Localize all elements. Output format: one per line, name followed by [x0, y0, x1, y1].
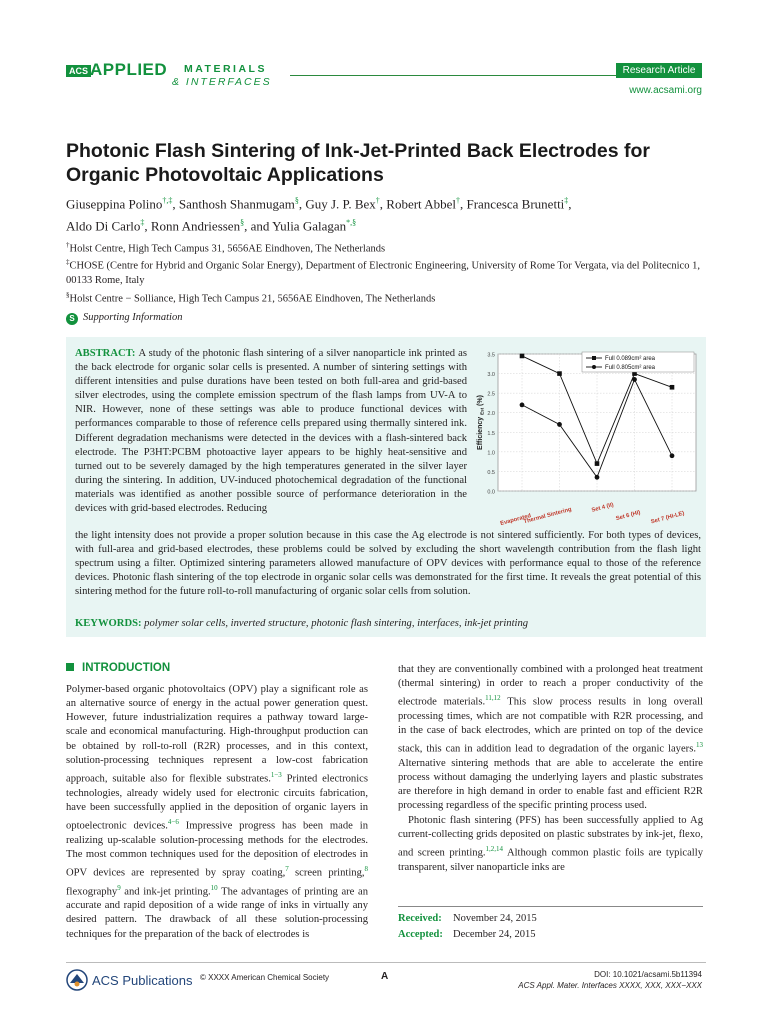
- dates-rule: [398, 906, 703, 907]
- acs-publications-icon: [66, 969, 88, 991]
- accepted-date: Accepted: December 24, 2015: [398, 929, 536, 940]
- reference-citation[interactable]: 4−6: [167, 817, 179, 826]
- reference-citation[interactable]: 9: [117, 883, 121, 892]
- journal-interfaces: & INTERFACES: [172, 76, 272, 88]
- reference-citation[interactable]: 1−3: [270, 770, 282, 779]
- x-tick-label: Set 6 (HI): [615, 509, 642, 523]
- author-name: Santhosh Shanmugam: [178, 196, 295, 212]
- y-tick-label: 0.5: [487, 469, 495, 476]
- reference-citation[interactable]: 13: [696, 741, 703, 750]
- section-heading-introduction: INTRODUCTION: [66, 662, 170, 674]
- y-tick-label: 0.0: [487, 489, 495, 496]
- data-point: [520, 354, 525, 359]
- reference-citation[interactable]: 8: [364, 864, 369, 873]
- x-tick-label: Evaporated: [499, 513, 532, 528]
- intro-right-column: that they are conventionally combined with a prolonged heat treatment (thermal sintering) in order to reach a proper conductivity of the electrode materials.$^{11,12}$ This slow process results in long overall processing times, which are not compatible with R2R processing, and in the case of back electrodes, which are printed on top of the device stack, this can in addition lead to degradation of the organic layers.$^{13}$ Alternative sintering methods that are able to accelerate the entire process without damaging the underlying layers and plastic substrates are therefore in high demand in order to enable fast and efficient R2R processing regardless of the specific printing process used. Photonic flash sintering (PFS) has been successfully applied to Ag current-collecting grids deposited on plastic substrates by ink-jet, flexo, and screen printing.$^{1,2,14}$ Although common plastic foils are typically transparent, silver nanoparticle inks are: [398, 664, 703, 873]
- x-tick-label: Thermal Sintering: [523, 506, 573, 526]
- reference-citation[interactable]: 1,2,14: [485, 844, 504, 853]
- copyright-notice: © XXXX American Chemical Society: [200, 973, 330, 982]
- journal-logo[interactable]: [66, 62, 286, 92]
- legend-marker: [592, 365, 596, 369]
- reference-citation[interactable]: 7: [285, 864, 289, 873]
- author-affiliation-mark: *,§: [346, 218, 357, 228]
- abstract-text: ABSTRACT: A study of the photonic flash sintering of a silver nanoparticle ink printed as the back electrode for organic solar cells is presented. A number of sintering settings with different intensities and pulse durations have been tested on both full-area and grid-based silver electrodes, using the complete emission spectrum of the flash lamps from UV-A to NIR. However, none of these settings was able to produce functional devices with performances comparable to those of reference cells prepared using thermally sintered ink. Different degradation mechanisms were detected in the devices with a flash-sintered back electrode. The P3HT:PCBM photoactive layer appears to be highly heat-sensitive and turned out to be severely damaged by the high temperatures generated in the silver layer during the sintering. In addition, UV-induced photochemical degradation of the functional materials was identified as another possible source of performance deterioration in the devices with grid-based electrodes. Reducing: [75, 348, 467, 515]
- section-marker-icon: [66, 663, 74, 671]
- data-point: [595, 461, 600, 466]
- affiliation-3: §Holst Centre − Solliance, High Tech Campus 21, 5656AE Eindhoven, The Netherlands: [66, 291, 436, 305]
- author-name: Giuseppina Polino: [66, 196, 163, 212]
- author-affiliation-mark: †,‡: [162, 196, 173, 205]
- y-tick-label: 3.5: [487, 352, 495, 359]
- acs-publications-logo[interactable]: ACS Publications: [66, 969, 192, 991]
- journal-website-link[interactable]: www.acsami.org: [629, 85, 702, 96]
- footer-rule: [66, 962, 706, 963]
- journal-materials: MATERIALS: [184, 63, 267, 75]
- page-number: A: [381, 971, 389, 982]
- abstract-label: ABSTRACT:: [75, 348, 136, 359]
- x-tick-label: Set 4 (II): [591, 502, 615, 514]
- legend-label: Full 0.805cm² area: [605, 365, 656, 372]
- author-name: Ronn Andriessen: [150, 218, 241, 234]
- supporting-information-link[interactable]: S Supporting Information: [66, 312, 182, 325]
- author-name: Francesca Brunetti: [466, 196, 565, 212]
- plot-area: [498, 354, 696, 491]
- author-name: Robert Abbel: [386, 196, 456, 212]
- citation: ACS Appl. Mater. Interfaces XXXX, XXX, XXX−XXX: [518, 981, 702, 990]
- author-affiliation-mark: †: [455, 196, 460, 205]
- y-tick-label: 3.0: [487, 372, 495, 379]
- y-axis-label: Efficiency $_{Est}$ (%): [477, 395, 485, 450]
- journal-applied: APPLIED: [90, 60, 168, 79]
- data-point: [670, 453, 675, 458]
- data-point: [595, 475, 600, 480]
- legend-label: Full 0.089cm² area: [605, 356, 656, 363]
- doi-link[interactable]: DOI: 10.1021/acsami.5b11394: [594, 970, 702, 979]
- author-affiliation-mark: ‡: [564, 196, 569, 205]
- data-point: [520, 402, 525, 407]
- keywords: KEYWORDS: polymer solar cells, inverted structure, photonic flash sintering, interfaces, ink-jet printing: [75, 618, 529, 629]
- y-tick-label: 1.0: [487, 450, 495, 457]
- intro-left-column: Polymer-based organic photovoltaics (OPV) play a significant role as an alternative source of energy in the actual power generation quest. However, future industrialization requires a pathway toward large-scale and economical manufacturing. High-throughput production can be obtained by roll-to-roll (R2R) processes, and in this context, solution-processing techniques represent a low-cost fabrication approach, suitable also for flexible substrates.$^{1-3}$ Printed electronics technologies, already widely used for electronic circuits fabrication, have been successfully applied in the deposition of organic layers in optoelectronic devices.$^{4-6}$ Impressive progress has been made in realizing up-scalable solution-processing methods for the electrodes. The most common techniques used for the deposition of electrodes in OPV devices are represented by spray coating,$^7$ screen printing,$^8$ flexography$^9$ and ink-jet printing.$^{10}$ The advantages of printing are an accurate and rapid deposition of a wide range of inks in virtually any desired pattern. The drawback of all these solution-processing techniques for the preparation of the back of electrodes is: [66, 684, 369, 940]
- data-point: [632, 377, 637, 382]
- author-name: and Yulia Galagan: [250, 218, 347, 234]
- affiliation-1: †Holst Centre, High Tech Campus 31, 5656AE Eindhoven, The Netherlands: [66, 241, 386, 255]
- author-affiliation-mark: †: [375, 196, 380, 205]
- author-list: Giuseppina Polino†,‡, Santhosh Shanmugam§, Guy J. P. Bex†, Robert Abbel†, Francesca Brunetti‡, Aldo Di Carlo‡, Ronn Andriessen§, and Yulia Galagan*,§: [66, 196, 572, 234]
- y-tick-label: 2.0: [487, 411, 495, 418]
- data-point: [670, 385, 675, 390]
- author-name: Aldo Di Carlo: [66, 218, 141, 234]
- efficiency-chart: [474, 346, 706, 528]
- article-title: Photonic Flash Sintering of Ink-Jet-Printed Back Electrodes for Organic Photovoltaic Applications: [66, 140, 651, 186]
- legend-marker: [592, 356, 596, 360]
- author-affiliation-mark: §: [294, 196, 299, 205]
- reference-citation[interactable]: 11,12: [485, 694, 501, 703]
- y-tick-label: 1.5: [487, 430, 495, 437]
- x-tick-label: Set 7 (HI-LE): [650, 510, 686, 526]
- data-point: [557, 371, 562, 376]
- affiliation-2: ‡CHOSE (Centre for Hybrid and Organic Solar Energy), Department of Electronic Engineering, University of Rome Tor Vergata, via del Politecnico 1, 00133 Rome, Italy: [66, 258, 700, 286]
- abstract-text-continued: the light intensity does not provide a proper solution because in this case the Ag electrode is not sintered sufficiently. For both types of devices, with full-area and grid-based electrodes, these problems could be solved by excluding the short wavelength contribution from the flash light spectrum using a filter. Optimized sintering parameters allowed manufacture of OPV devices with performance equal to those of the reference devices. Photonic flash sintering of the top electrode in organic solar cells was demonstrated for the first time. It reveals the great potential of this sintering method for the future roll-to-roll manufacturing of organic solar cells from solution.: [75, 530, 701, 598]
- supporting-info-icon: S: [66, 313, 78, 325]
- reference-citation[interactable]: 10: [210, 883, 218, 892]
- data-point: [557, 422, 562, 427]
- article-type-badge: Research Article: [616, 63, 702, 78]
- acs-mark: ACS: [66, 65, 91, 77]
- author-name: Guy J. P. Bex: [305, 196, 376, 212]
- author-affiliation-mark: §: [240, 218, 245, 228]
- y-tick-label: 2.5: [487, 391, 495, 398]
- received-date: Received: November 24, 2015: [398, 913, 537, 924]
- author-affiliation-mark: ‡: [140, 218, 145, 228]
- doi-citation[interactable]: [518, 969, 702, 991]
